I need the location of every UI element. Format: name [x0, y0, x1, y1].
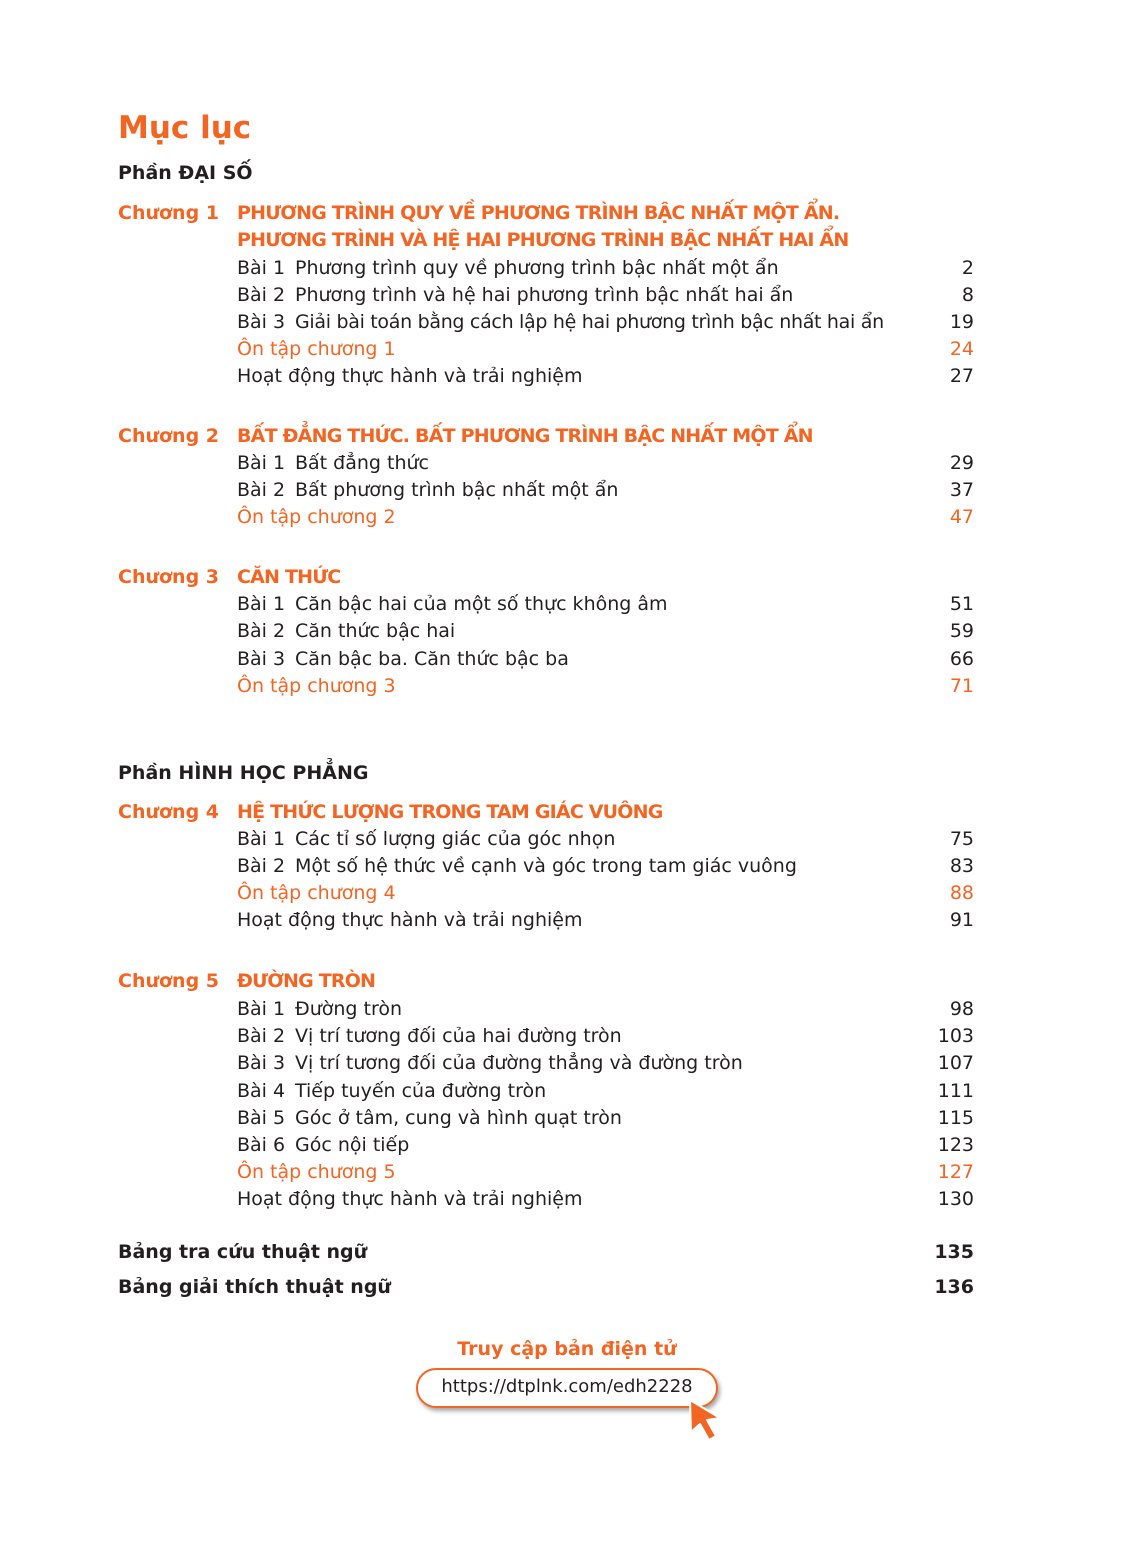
page-number: 75 — [949, 828, 974, 850]
toc-entry[interactable] — [237, 1105, 974, 1132]
chapter-label: Chương 5 — [118, 970, 220, 992]
entry-title: Bất phương trình bậc nhất một ẩn — [295, 479, 619, 501]
lesson-number: Bài 5 — [237, 1107, 286, 1129]
page-number: 27 — [949, 365, 974, 387]
toc-entry-review[interactable] — [237, 1159, 974, 1186]
cursor-arrow-icon — [688, 1398, 724, 1442]
entry-title: Vị trí tương đối của đường thẳng và đường tròn — [295, 1052, 743, 1074]
lesson-number: Bài 2 — [237, 855, 286, 877]
toc-entry-review[interactable] — [237, 673, 974, 700]
lesson-number: Bài 1 — [237, 452, 286, 474]
chapter-title: PHƯƠNG TRÌNH VÀ HỆ HAI PHƯƠNG TRÌNH BẬC NHẤT HAI ẨN — [237, 229, 849, 251]
entry-title: Góc ở tâm, cung và hình quạt tròn — [295, 1107, 622, 1129]
toc-entry-review[interactable] — [237, 880, 974, 907]
chapter-title: PHƯƠNG TRÌNH QUY VỀ PHƯƠNG TRÌNH BẬC NHẤT MỘT ẨN. — [237, 202, 840, 224]
entry-title: Một số hệ thức về cạnh và góc trong tam giác vuông — [295, 855, 797, 877]
part-label-geometry: Phần HÌNH HỌC PHẲNG — [118, 762, 369, 784]
part-label-algebra: Phần ĐẠI SỐ — [118, 162, 253, 184]
page-number: 111 — [937, 1080, 974, 1102]
lesson-number: Bài 1 — [237, 828, 286, 850]
toc-entry[interactable] — [237, 477, 974, 504]
entry-title: Căn bậc ba. Căn thức bậc ba — [295, 648, 569, 670]
page-number: 29 — [949, 452, 974, 474]
toc-entry[interactable] — [237, 826, 974, 853]
toc-entry[interactable] — [237, 255, 974, 282]
access-label: Truy cập bản điện tử — [457, 1338, 677, 1360]
toc-entry[interactable] — [237, 1186, 974, 1213]
entry-title: Các tỉ số lượng giác của góc nhọn — [295, 828, 616, 850]
page-number: 123 — [937, 1134, 974, 1156]
page-number: 24 — [949, 338, 974, 360]
lesson-number: Bài 3 — [237, 311, 286, 333]
page-number: 51 — [949, 593, 974, 615]
lesson-number: Bài 3 — [237, 1052, 286, 1074]
appendix-entry[interactable] — [118, 1274, 974, 1301]
entry-title: Ôn tập chương 4 — [237, 882, 396, 904]
toc-entry[interactable] — [237, 646, 974, 673]
toc-entry[interactable] — [237, 1078, 974, 1105]
toc-entry[interactable] — [237, 996, 974, 1023]
entry-title: Ôn tập chương 3 — [237, 675, 396, 697]
link-url[interactable]: https://dtplnk.com/edh2228 — [441, 1376, 693, 1397]
page-number: 71 — [949, 675, 974, 697]
lesson-number: Bài 4 — [237, 1080, 286, 1102]
entry-title: Bảng tra cứu thuật ngữ — [118, 1241, 368, 1263]
digital-edition-link[interactable] — [416, 1368, 718, 1408]
entry-title: Ôn tập chương 1 — [237, 338, 396, 360]
entry-title: Bất đẳng thức — [295, 452, 429, 474]
chapter-label: Chương 3 — [118, 566, 220, 588]
entry-title: Ôn tập chương 5 — [237, 1161, 396, 1183]
toc-entry[interactable] — [237, 363, 974, 390]
toc-entry[interactable] — [237, 853, 974, 880]
chapter-title: HỆ THỨC LƯỢNG TRONG TAM GIÁC VUÔNG — [237, 801, 663, 823]
entry-title: Tiếp tuyến của đường tròn — [295, 1080, 547, 1102]
lesson-number: Bài 2 — [237, 284, 286, 306]
entry-title: Hoạt động thực hành và trải nghiệm — [237, 909, 583, 931]
entry-title: Hoạt động thực hành và trải nghiệm — [237, 1188, 583, 1210]
toc-entry[interactable] — [237, 618, 974, 645]
page-number: 130 — [937, 1188, 974, 1210]
lesson-number: Bài 2 — [237, 1025, 286, 1047]
page-number: 37 — [949, 479, 974, 501]
page-number: 127 — [937, 1161, 974, 1183]
page-number: 91 — [949, 909, 974, 931]
page-number: 88 — [949, 882, 974, 904]
toc-entry[interactable] — [237, 907, 974, 934]
chapter-label: Chương 1 — [118, 202, 220, 224]
toc-entry[interactable] — [237, 1132, 974, 1159]
lesson-number: Bài 6 — [237, 1134, 286, 1156]
page-number: 135 — [934, 1241, 974, 1263]
chapter-label: Chương 4 — [118, 801, 220, 823]
lesson-number: Bài 2 — [237, 620, 286, 642]
chapter-label: Chương 2 — [118, 425, 220, 447]
page-number: 2 — [961, 257, 974, 279]
appendix-entry[interactable] — [118, 1239, 974, 1266]
page-number: 66 — [949, 648, 974, 670]
entry-title: Căn thức bậc hai — [295, 620, 456, 642]
toc-entry-review[interactable] — [237, 504, 974, 531]
entry-title: Phương trình và hệ hai phương trình bậc nhất hai ẩn — [295, 284, 794, 306]
page-title: Mục lục — [118, 110, 252, 146]
entry-title: Vị trí tương đối của hai đường tròn — [295, 1025, 622, 1047]
toc-entry[interactable] — [237, 282, 974, 309]
entry-title: Giải bài toán bằng cách lập hệ hai phương trình bậc nhất hai ẩn — [295, 311, 884, 333]
entry-title: Góc nội tiếp — [295, 1134, 410, 1156]
page-number: 19 — [949, 311, 974, 333]
page-number: 107 — [937, 1052, 974, 1074]
page-number: 8 — [961, 284, 974, 306]
entry-title: Phương trình quy về phương trình bậc nhất một ẩn — [295, 257, 779, 279]
lesson-number: Bài 1 — [237, 257, 286, 279]
page-number: 47 — [949, 506, 974, 528]
entry-title: Bảng giải thích thuật ngữ — [118, 1276, 391, 1298]
toc-entry[interactable] — [237, 1050, 974, 1077]
toc-entry[interactable] — [237, 591, 974, 618]
page-number: 59 — [949, 620, 974, 642]
toc-entry[interactable] — [237, 1023, 974, 1050]
lesson-number: Bài 3 — [237, 648, 286, 670]
entry-title: Hoạt động thực hành và trải nghiệm — [237, 365, 583, 387]
page-number: 136 — [934, 1276, 974, 1298]
entry-title: Căn bậc hai của một số thực không âm — [295, 593, 668, 615]
toc-entry-review[interactable] — [237, 336, 974, 363]
lesson-number: Bài 1 — [237, 593, 286, 615]
page-number: 83 — [949, 855, 974, 877]
toc-entry[interactable] — [237, 450, 974, 477]
chapter-title: BẤT ĐẲNG THỨC. BẤT PHƯƠNG TRÌNH BẬC NHẤT MỘT ẨN — [237, 425, 813, 447]
page-number: 98 — [949, 998, 974, 1020]
page-number: 103 — [937, 1025, 974, 1047]
lesson-number: Bài 1 — [237, 998, 286, 1020]
toc-entry[interactable] — [237, 309, 974, 336]
lesson-number: Bài 2 — [237, 479, 286, 501]
chapter-title: ĐƯỜNG TRÒN — [237, 970, 376, 992]
page-number: 115 — [937, 1107, 974, 1129]
chapter-title: CĂN THỨC — [237, 566, 341, 588]
entry-title: Đường tròn — [295, 998, 403, 1020]
entry-title: Ôn tập chương 2 — [237, 506, 396, 528]
